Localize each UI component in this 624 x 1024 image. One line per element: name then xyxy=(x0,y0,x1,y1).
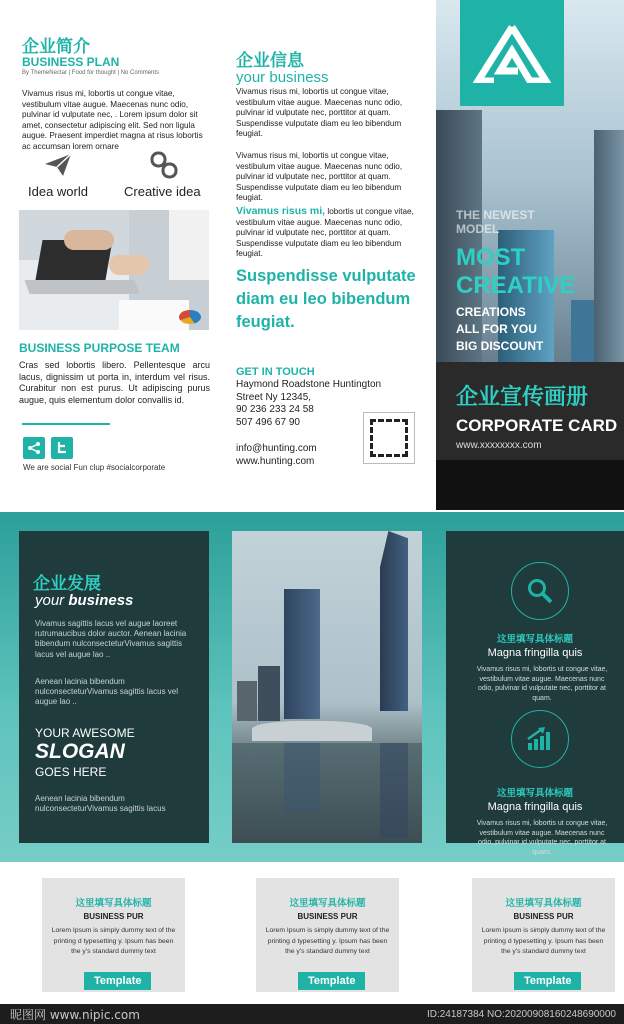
website-link[interactable]: www.hunting.com xyxy=(236,455,315,467)
share-icon[interactable] xyxy=(23,437,45,459)
laptop-meeting-photo xyxy=(19,210,209,330)
email-link[interactable]: info@hunting.com xyxy=(236,443,317,454)
col2-paragraph-3-body: lobortis ut congue vitae, vestibulum vitae augue. Maecenas nunc odio, pulvinar id vulputate nec, porttitor at quam. Suspendisse vulputate diam eu leo bibendum feugiat. xyxy=(236,207,414,259)
cover-line-4: CREATIVE xyxy=(456,272,576,299)
cover-footer xyxy=(436,460,624,510)
feature2-text: Vivamus risus mi, lobortis ut congue vitae, vestibulum vitae augue. Maecenas nunc odio, pulvinar id vulputate nec, porttitor at quam. xyxy=(476,820,608,856)
contact-title: GET IN TOUCH xyxy=(236,366,315,378)
col2-highlight: Suspendisse vulputate diam eu leo bibendum feugiat. xyxy=(236,267,416,331)
cover-line-6: ALL FOR YOU xyxy=(456,322,537,336)
qr-code-placeholder xyxy=(363,412,415,464)
panel1-paragraph-3: Aenean lacinia bibendum nulconsecteturVivamus sagittis lacus xyxy=(35,794,166,814)
cover-headline xyxy=(456,244,576,300)
col1-title: BUSINESS PLAN xyxy=(22,55,120,69)
card1-template-button[interactable]: Template xyxy=(84,971,151,990)
panel1-sub-italic: your xyxy=(35,592,69,609)
brochure-inside xyxy=(0,512,624,1024)
watermark-bar xyxy=(0,1004,624,1024)
col2-cn-title: 企业信息 xyxy=(236,51,304,71)
cover-line-7: BIG DISCOUNT xyxy=(456,339,544,353)
search-icon xyxy=(511,562,569,620)
card1-title: BUSINESS PUR xyxy=(83,912,144,921)
card1-text: Lorem Ipsum is simply dummy text of the printing d typesetting y. Ipsum has been the y's standard dummy text xyxy=(51,927,176,955)
feature2-cn-title: 这里填写具体标题 xyxy=(496,788,573,799)
twitter-icon[interactable] xyxy=(51,437,73,459)
card3-cn-title: 这里填写具体标题 xyxy=(505,898,582,909)
slogan-line-3: GOES HERE xyxy=(35,765,107,779)
phone-2: 507 496 67 90 xyxy=(236,416,300,428)
city-skyline-photo xyxy=(232,531,422,843)
cover-line-3: MOST xyxy=(456,244,526,271)
card2-title: BUSINESS PUR xyxy=(297,912,358,921)
address-line-1: Haymond Roadstone Huntington xyxy=(236,379,382,390)
address-line-2: Street Ny 12345, xyxy=(236,391,312,403)
card3-text: Lorem Ipsum is simply dummy text of the printing d typesetting y. Ipsum has been the y's standard dummy text xyxy=(481,927,606,955)
col1-cn-title: 企业简介 xyxy=(22,37,90,57)
contact-block xyxy=(236,379,381,429)
development-panel xyxy=(19,531,209,843)
logo-mark xyxy=(460,0,564,106)
col2-paragraph-2: Vivamus risus mi, lobortis ut congue vitae, vestibulum vitae augue. Maecenas nunc odio, pulvinar id vulputate nec, porttitor at quam. Suspendisse vulputate diam eu leo bibendum feugiat. xyxy=(236,151,403,203)
slogan-line-2: SLOGAN xyxy=(35,740,125,763)
team-title: BUSINESS PURPOSE TEAM xyxy=(19,341,180,355)
cover-card-title: CORPORATE CARD xyxy=(456,416,618,435)
team-text: Cras sed lobortis libero. Pellentesque arcu lacus, dignissim ut porta in, interdum vel risus. Curabitur non est purus. Ut adipiscing purus augue, quis elementum dolor convallis id. xyxy=(19,360,210,405)
cover-tagline-top xyxy=(456,208,535,236)
watermark-left: 昵图网 www.nipic.com xyxy=(10,1008,140,1022)
col1-byline: By ThemeNectar | Food for thought | No Comments xyxy=(22,70,160,76)
panel1-cn-title: 企业发展 xyxy=(33,574,101,594)
phone-1: 90 236 233 24 58 xyxy=(236,404,314,415)
cover-line-1: THE NEWEST xyxy=(456,208,535,222)
contact-web xyxy=(236,443,317,468)
features-panel xyxy=(446,531,624,856)
cover-url: www.xxxxxxxx.com xyxy=(456,440,542,451)
col2-paragraph-3-lead: Vivamus risus mi, xyxy=(236,205,326,217)
col2-paragraph-1: Vivamus risus mi, lobortis ut congue vitae, vestibulum vitae augue. Maecenas nunc odio, pulvinar id vulputate nec, porttitor at quam. Suspendisse vulputate diam eu leo bibendum feugiat. xyxy=(236,87,403,139)
link-chain-icon xyxy=(148,150,180,180)
panel1-sub-bold: business xyxy=(68,592,134,609)
cover-cn-title: 企业宣传画册 xyxy=(456,385,589,410)
social-text: We are social Fun clup #socialcorporate xyxy=(23,463,166,472)
feature1-title: Magna fringilla quis xyxy=(487,647,583,659)
watermark-right: ID:24187384 NO:20200908160248690000 xyxy=(426,1009,616,1020)
col2-paragraph-3 xyxy=(236,206,424,260)
card3-template-button[interactable]: Template xyxy=(514,971,581,990)
col1-paragraph: Vivamus risus mi, lobortis ut congue vitae, vestibulum vitae augue. Maecenas nunc odio, pulvinar id vulputate nec, . Lorem ipsum dolor sit amet, consectetur adipiscing elit. Sed non ligula augue. Praesent imperdiet magna at risus lobortis ac accumsan lorem ornare xyxy=(22,89,203,151)
card2-text: Lorem Ipsum is simply dummy text of the printing d typesetting y. Ipsum has been the y's standard dummy text xyxy=(265,927,390,955)
panel1-paragraph-1: Vivamus sagittis lacus vel augue laoreet rutrumaucibus dolor auctor. Aenean lacinia bibendum nulconsecteturVivamus sagittis lacus vel augue lao .. xyxy=(35,619,187,659)
divider xyxy=(22,423,110,425)
card1-cn-title: 这里填写具体标题 xyxy=(75,898,152,909)
feature2-title: Magna fringilla quis xyxy=(487,801,583,813)
feature1-cn-title: 这里填写具体标题 xyxy=(496,634,573,645)
feature1-text: Vivamus risus mi, lobortis ut congue vitae, vestibulum vitae augue. Maecenas nunc odio, pulvinar id vulputate nec, porttitor at quam. xyxy=(476,666,608,702)
card2-cn-title: 这里填写具体标题 xyxy=(289,898,366,909)
col2-subtitle: your business xyxy=(236,69,329,86)
slogan-line-1: YOUR AWESOME xyxy=(35,726,135,740)
paper-plane-icon xyxy=(42,150,74,180)
cover-panel xyxy=(436,0,624,510)
panel1-subtitle xyxy=(35,592,133,609)
cover-line-2: MODEL xyxy=(456,222,500,236)
card3-title: BUSINESS PUR xyxy=(513,912,574,921)
panel1-paragraph-2: Aenean lacinia bibendum nulconsecteturVivamus sagittis lacus vel augue lao .. xyxy=(35,677,179,707)
card2-template-button[interactable]: Template xyxy=(298,971,365,990)
growth-chart-icon xyxy=(511,710,569,768)
icon1-label: Idea world xyxy=(28,184,88,199)
cover-tagline-bottom xyxy=(456,304,543,355)
cover-line-5: CREATIONS xyxy=(456,305,526,319)
icon2-label: Creative idea xyxy=(124,184,201,199)
